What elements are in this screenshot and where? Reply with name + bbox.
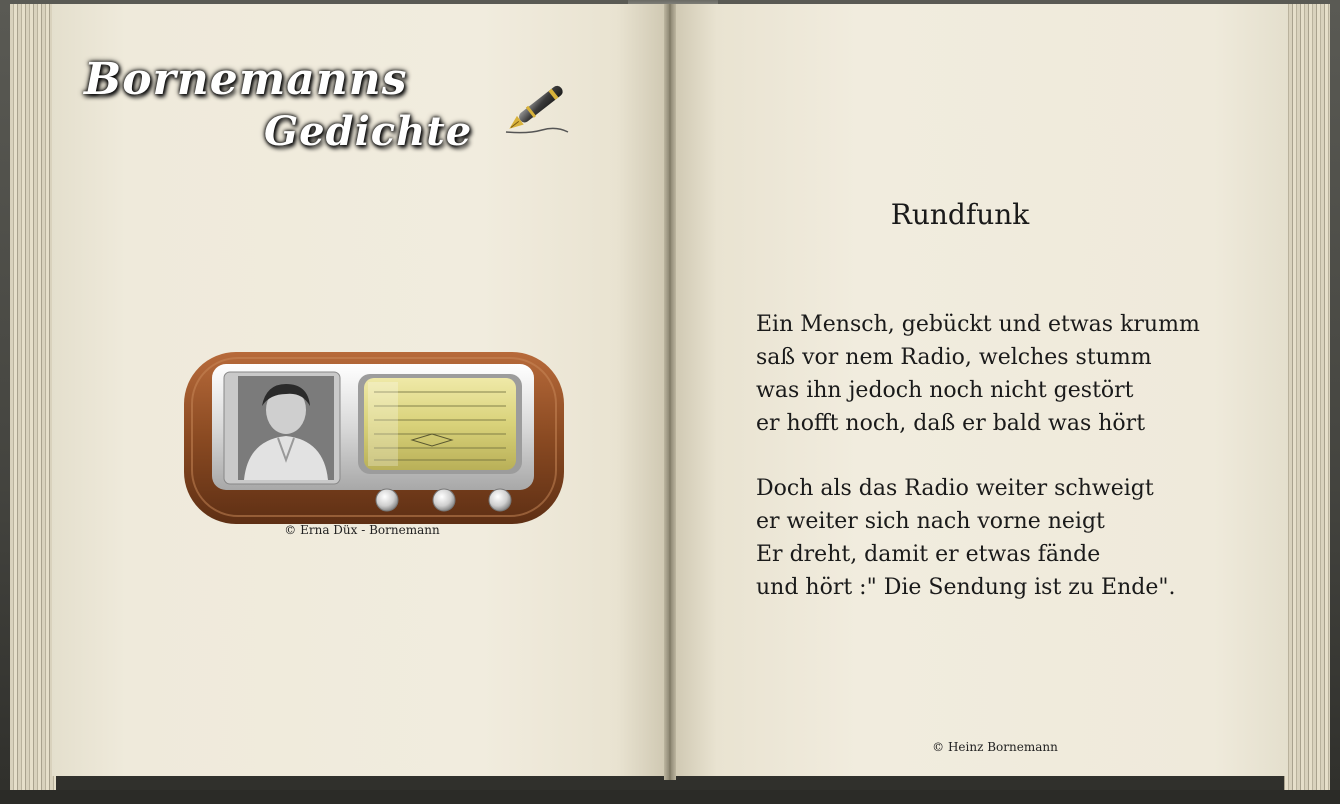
- poem-line: Er dreht, damit er etwas fände: [756, 542, 1101, 567]
- poem-line: und hört :" Die Sendung ist zu Ende".: [756, 575, 1176, 600]
- poem-line: was ihn jedoch noch nicht gestört: [756, 378, 1134, 403]
- poem-line: er hofft noch, daß er bald was hört: [756, 411, 1146, 436]
- poem-line: er weiter sich nach vorne neigt: [756, 509, 1105, 534]
- left-page-stack: [10, 4, 56, 790]
- logo-text-line1: Bornemanns: [84, 54, 408, 105]
- poem-author-copyright: © Heinz Bornemann: [932, 740, 1058, 754]
- poem-stanza-2: [756, 472, 1176, 604]
- radio-image-caption: © Erna Düx - Bornemann: [284, 523, 440, 537]
- poem-line: Ein Mensch, gebückt und etwas krumm: [756, 312, 1200, 337]
- vintage-radio-illustration: [182, 348, 566, 528]
- book-cover-bottom: [0, 790, 1340, 804]
- logo-text-line2: Gedichte: [264, 108, 473, 155]
- site-logo[interactable]: [84, 54, 484, 164]
- fountain-pen-icon: [498, 74, 578, 140]
- right-page-stack: [1284, 4, 1330, 790]
- poem-title: Rundfunk: [890, 198, 1030, 231]
- poem-line: Doch als das Radio weiter schweigt: [756, 476, 1154, 501]
- poem-line: saß vor nem Radio, welches stumm: [756, 345, 1152, 370]
- poem-stanza-1: [756, 308, 1200, 440]
- book-spine: [664, 4, 676, 780]
